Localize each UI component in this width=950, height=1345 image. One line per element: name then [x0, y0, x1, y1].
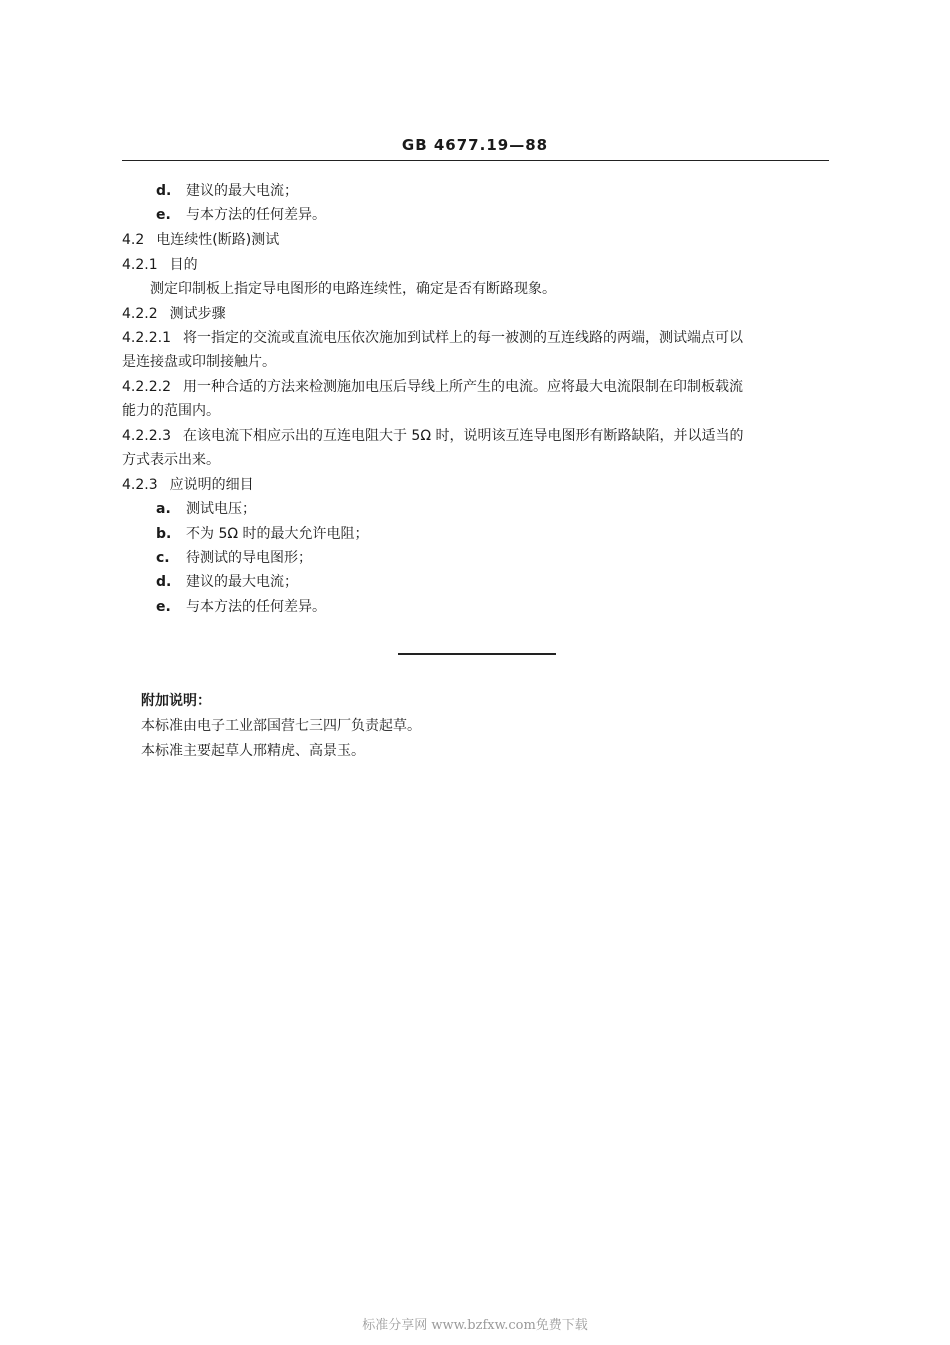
section-heading-4-2-3: [122, 475, 254, 495]
list-item-text: 与本方法的任何差异。: [186, 207, 326, 223]
list-item: [156, 548, 312, 568]
clause-4-2-2-1-line1: [122, 328, 743, 348]
clause-4-2-2-3-line1: [122, 426, 744, 446]
list-item-text: 待测试的导电图形；: [186, 550, 312, 566]
list-item: [156, 524, 369, 544]
list-marker: a.: [156, 501, 171, 517]
section-heading-4-2-1: [122, 255, 198, 275]
header-rule: [122, 160, 829, 161]
list-item-text: 测试电压；: [186, 501, 256, 517]
clause-number: 4.2.2.1: [122, 330, 171, 346]
list-item: [156, 572, 298, 592]
additional-notes-line: 本标准由电子工业部国营七三四厂负责起草。: [141, 718, 421, 734]
section-number: 4.2.3: [122, 477, 158, 493]
additional-notes-line: 本标准主要起草人邢精虎、高景玉。: [141, 743, 365, 759]
section-heading-4-2: [122, 230, 279, 250]
section-body-4-2-1: 测定印制板上指定导电图形的电路连续性，确定是否有断路现象。: [150, 281, 556, 297]
section-number: 4.2: [122, 232, 145, 248]
section-title: 应说明的细目: [169, 477, 254, 493]
end-rule: [398, 653, 556, 655]
clause-4-2-2-1-line2: 是连接盘或印制接触片。: [122, 354, 276, 370]
section-number: 4.2.1: [122, 257, 158, 273]
section-title: 目的: [169, 257, 198, 273]
list-item-text: 不为 5Ω 时的最大允许电阻；: [186, 526, 369, 542]
list-item-text: 建议的最大电流；: [186, 183, 298, 199]
list-item: [156, 597, 326, 617]
section-title: 测试步骤: [169, 306, 226, 322]
list-marker: e.: [156, 599, 171, 615]
clause-number: 4.2.2.3: [122, 428, 171, 444]
list-item-text: 建议的最大电流；: [186, 574, 298, 590]
list-marker: b.: [156, 526, 172, 542]
section-title: 电连续性(断路)测试: [156, 232, 280, 248]
list-marker: d.: [156, 183, 172, 199]
list-item-text: 与本方法的任何差异。: [186, 599, 326, 615]
section-number: 4.2.2: [122, 306, 158, 322]
clause-4-2-2-2-line2: 能力的范围内。: [122, 403, 220, 419]
section-heading-4-2-2: [122, 304, 226, 324]
list-item: [156, 205, 326, 225]
clause-number: 4.2.2.2: [122, 379, 171, 395]
clause-4-2-2-3-line2: 方式表示出来。: [122, 452, 220, 468]
list-marker: d.: [156, 574, 172, 590]
clause-4-2-2-2-line1: [122, 377, 743, 397]
additional-notes-title: 附加说明：: [141, 693, 211, 709]
page-header: GB 4677.19—88: [401, 136, 549, 154]
footer-watermark: 标准分享网 www.bzfxw.com免费下载: [362, 1318, 588, 1333]
clause-text: 将一指定的交流或直流电压依次施加到试样上的每一被测的互连线路的两端，测试端点可以: [182, 330, 743, 346]
clause-text: 在该电流下相应示出的互连电阻大于 5Ω 时，说明该互连导电图形有断路缺陷，并以适当的: [182, 428, 744, 444]
list-item: [156, 181, 298, 201]
list-item: [156, 499, 256, 519]
clause-text: 用一种合适的方法来检测施加电压后导线上所产生的电流。应将最大电流限制在印制板载流: [182, 379, 743, 395]
list-marker: e.: [156, 207, 171, 223]
list-marker: c.: [156, 550, 170, 566]
